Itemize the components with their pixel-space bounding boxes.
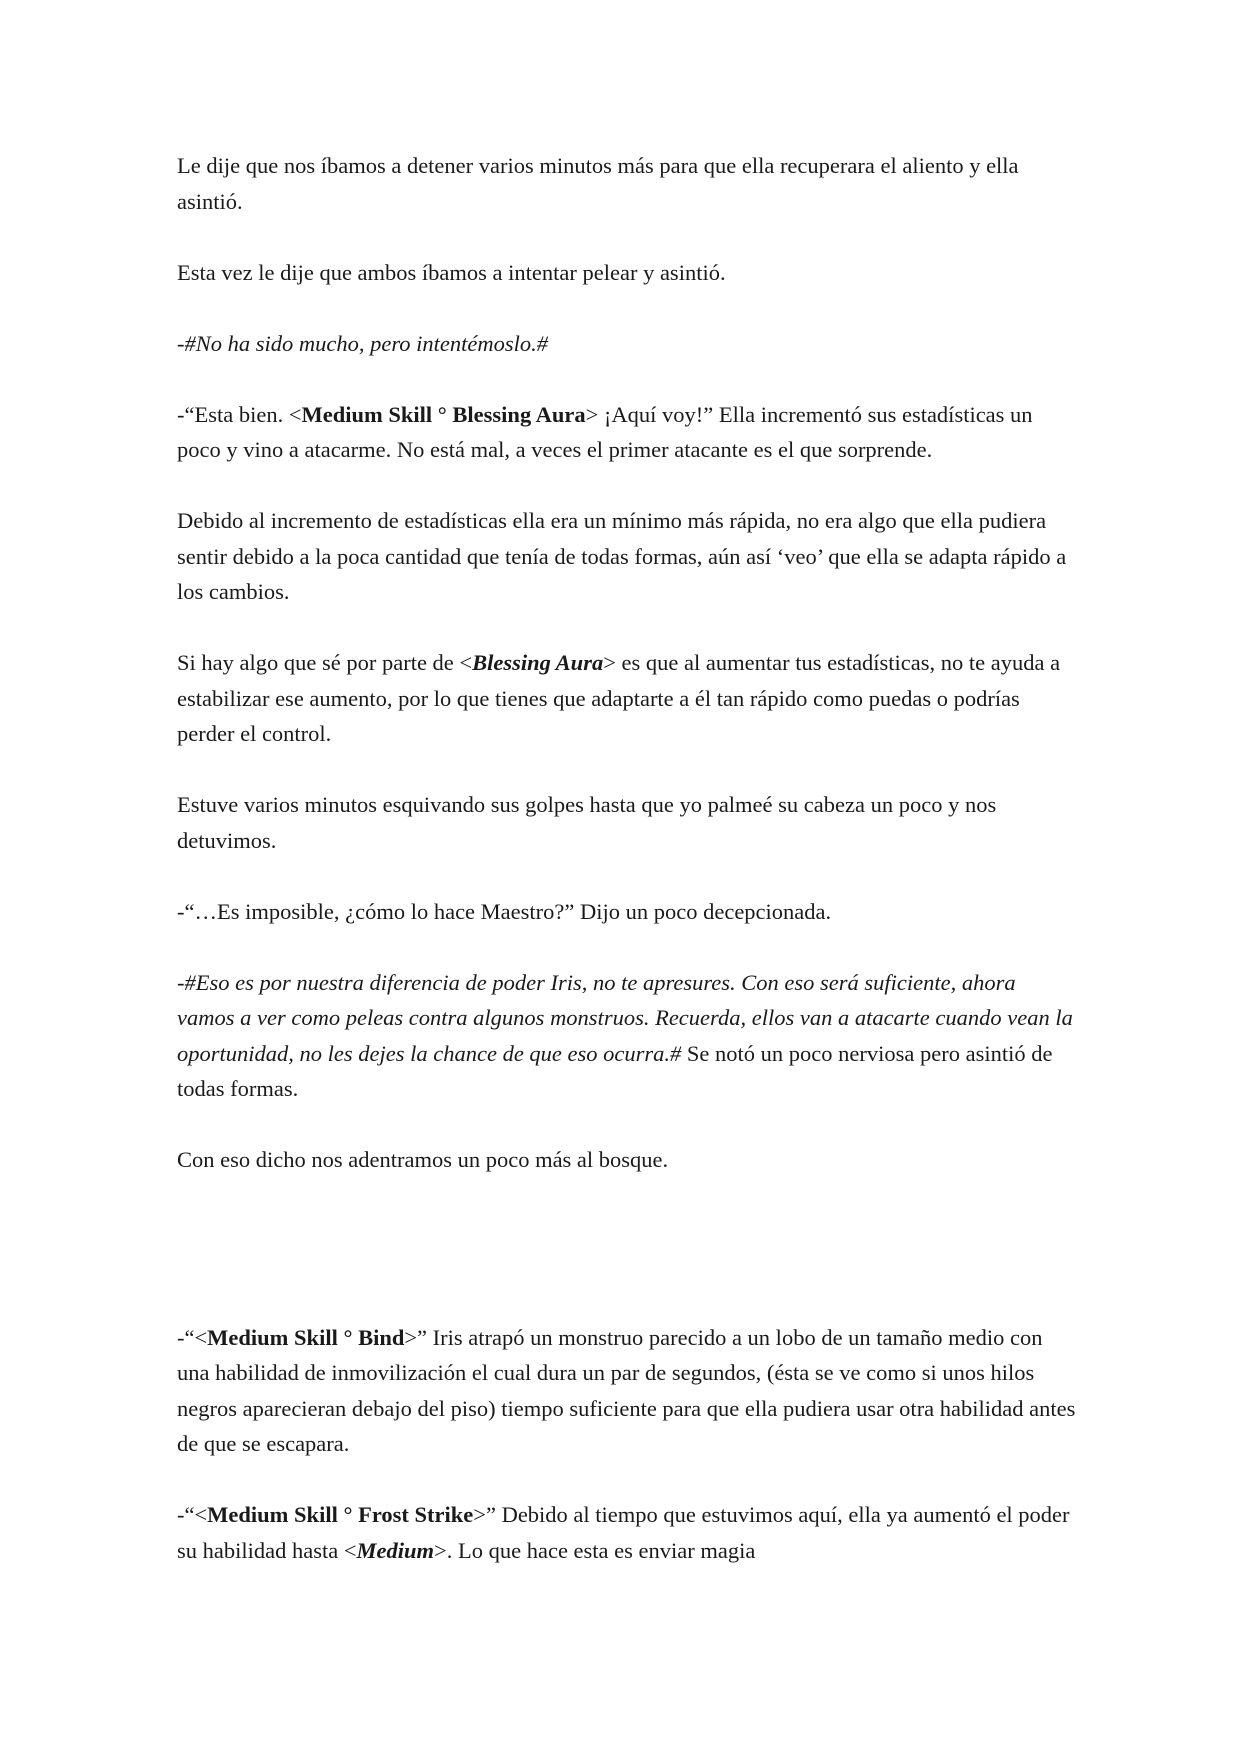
paragraph-text: Si hay algo que sé por parte de < [177,650,473,675]
body-text [177,148,1077,1604]
skill-name: Blessing Aura [472,650,604,675]
paragraph: Estuve varios minutos esquivando sus golpes hasta que yo palmeé su cabeza un poco y nos detuvimos. [177,792,997,853]
dialogue-paragraph [177,397,1077,468]
dialogue-paragraph: -“…Es imposible, ¿cómo lo hace Maestro?” Dijo un poco decepcionada. [177,898,832,924]
paragraph: Le dije que nos íbamos a detener varios minutos más para que ella recuperara el aliento y ella asintió. [177,153,1019,214]
paragraph [177,645,1077,752]
paragraph: Debido al incremento de estadísticas ella era un mínimo más rápida, no era algo que ella pudiera sentir debido a la poca cantidad que tenía de todas formas, aún así ‘veo’ que ella se adapta rápido a los cambios. [177,508,1067,604]
dialogue-paragraph [177,1497,1077,1568]
paragraph: Con eso dicho nos adentramos un poco más al bosque. [177,1147,669,1172]
scene-break-spacer [177,1213,1077,1320]
skill-name: Medium Skill ° Bind [207,1324,405,1350]
dialogue-text: >” Iris atrapó un monstruo parecido a un lobo de un tamaño medio con una habilidad de inmovilización el cual dura un par de segundos, (ésta se ve como si unos hilos negros aparecieran debajo del piso) tiempo suficiente para que ella pudiera usar otra habilidad antes de que se escapara. [177,1324,1076,1456]
dialogue-text: -“< [177,1324,208,1350]
telepathic-dialogue: -#No ha sido mucho, pero intentémoslo.# [177,330,549,356]
narration-text: Se notó un poco nerviosa pero asintió de todas formas. [177,1040,1053,1101]
skill-name: Medium Skill ° Blessing Aura [301,401,586,427]
telepathic-paragraph [177,965,1077,1107]
paragraph-text: > es que al aumentar tus estadísticas, no te ayuda a estabilizar ese aumento, por lo que tienes que adaptarte a él tan rápido como puedas o podrías perder el control. [177,650,1061,746]
dialogue-text: >” Debido al tiempo que estuvimos aquí, ella ya aumentó el poder su habilidad hasta < [177,1502,1070,1563]
dialogue-paragraph [177,1320,1077,1462]
skill-name: Medium Skill ° Frost Strike [207,1502,474,1527]
paragraph: Esta vez le dije que ambos íbamos a intentar pelear y asintió. [177,259,726,285]
dialogue-text: -“Esta bien. < [177,401,302,427]
dialogue-text: -“< [177,1502,208,1527]
dialogue-text: > ¡Aquí voy!” Ella incrementó sus estadísticas un poco y vino a atacarme. No está mal, a veces el primer atacante es el que sorprende. [177,401,1033,462]
telepathic-dialogue: -#Eso es por nuestra diferencia de poder Iris, no te apresures. Con eso será suficiente, ahora vamos a ver como peleas contra algunos monstruos. Recuerda, ellos van a atacarte cuando vean la oportunidad, no les dejes la chance de que eso ocurra.# [177,969,1073,1066]
skill-rank: Medium [356,1537,435,1563]
dialogue-text: >. Lo que hace esta es enviar magia [434,1537,756,1563]
